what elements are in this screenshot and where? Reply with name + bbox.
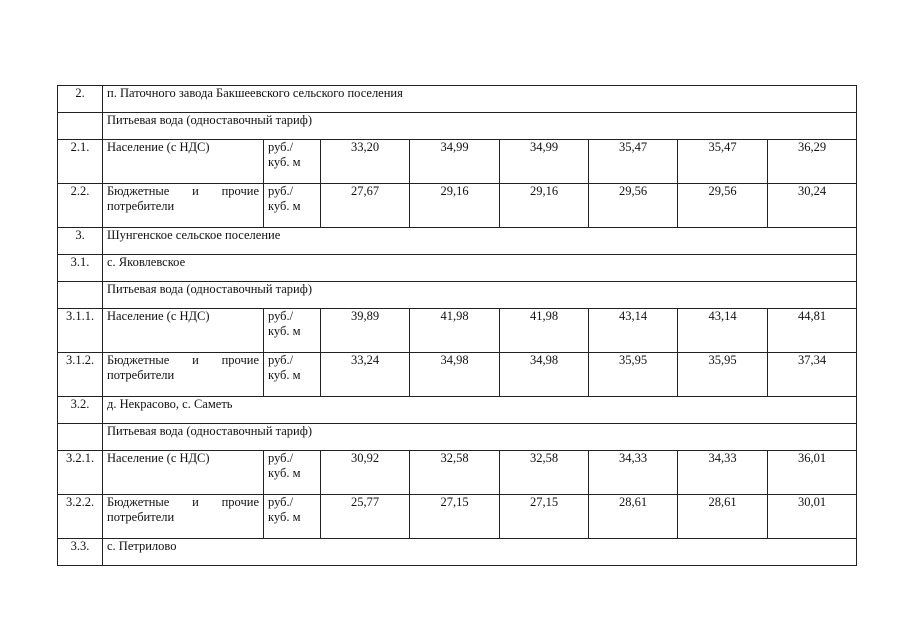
unit-line1: руб./ — [268, 184, 294, 198]
tariff-value: 34,98 — [500, 353, 589, 397]
consumer-label-line2: потребители — [107, 368, 175, 382]
tariff-row — [58, 309, 857, 353]
section-title: с. Петрилово — [103, 539, 857, 566]
tariff-value: 32,58 — [410, 451, 500, 495]
tariff-table-body — [58, 86, 857, 566]
tariff-value: 43,14 — [589, 309, 678, 353]
tariff-value: 34,99 — [410, 140, 500, 184]
tariff-value: 29,16 — [500, 184, 589, 228]
consumer-label: Население (с НДС) — [103, 309, 264, 353]
tariff-value: 28,61 — [589, 495, 678, 539]
consumer-label: Население (с НДС) — [103, 140, 264, 184]
row-number: 2. — [58, 86, 103, 113]
unit-cell — [264, 309, 321, 353]
row-number: 3. — [58, 228, 103, 255]
tariff-value: 30,24 — [768, 184, 857, 228]
row-number: 3.2.2. — [58, 495, 103, 539]
unit-cell — [264, 495, 321, 539]
tariff-value: 36,01 — [768, 451, 857, 495]
section-title: Шунгенское сельское поселение — [103, 228, 857, 255]
tariff-value: 29,56 — [678, 184, 768, 228]
unit-cell — [264, 140, 321, 184]
consumer-label-line2: потребители — [107, 510, 175, 524]
consumer-label: Население (с НДС) — [103, 451, 264, 495]
row-number: 3.2. — [58, 397, 103, 424]
tariff-row — [58, 140, 857, 184]
section-row — [58, 255, 857, 282]
tariff-value: 29,56 — [589, 184, 678, 228]
tariff-value: 36,29 — [768, 140, 857, 184]
row-number — [58, 113, 103, 140]
tariff-row — [58, 353, 857, 397]
consumer-label-word: прочие — [221, 353, 259, 367]
row-number: 3.2.1. — [58, 451, 103, 495]
row-number: 2.2. — [58, 184, 103, 228]
tariff-value: 34,33 — [589, 451, 678, 495]
tariff-value: 33,24 — [321, 353, 410, 397]
unit-line1: руб./ — [268, 309, 294, 323]
section-title: с. Яковлевское — [103, 255, 857, 282]
consumer-label — [103, 184, 264, 228]
consumer-label-word: прочие — [221, 495, 259, 509]
tariff-value: 33,20 — [321, 140, 410, 184]
unit-cell — [264, 353, 321, 397]
unit-line2: куб. м — [268, 199, 301, 213]
unit-cell — [264, 184, 321, 228]
consumer-label-word: и — [192, 184, 199, 198]
unit-line1: руб./ — [268, 451, 294, 465]
consumer-label — [103, 495, 264, 539]
unit-line2: куб. м — [268, 368, 301, 382]
tariff-value: 29,16 — [410, 184, 500, 228]
tariff-value: 37,34 — [768, 353, 857, 397]
tariff-value: 32,58 — [500, 451, 589, 495]
tariff-value: 27,15 — [500, 495, 589, 539]
section-row — [58, 397, 857, 424]
row-number: 2.1. — [58, 140, 103, 184]
section-title: п. Паточного завода Бакшеевского сельского поселения — [103, 86, 857, 113]
tariff-value: 35,47 — [589, 140, 678, 184]
section-title: д. Некрасово, с. Саметь — [103, 397, 857, 424]
subheader-row — [58, 113, 857, 140]
consumer-label-word: Бюджетные — [107, 184, 170, 198]
consumer-label-line2: потребители — [107, 199, 175, 213]
consumer-label-word: и — [192, 495, 199, 509]
tariff-value: 41,98 — [500, 309, 589, 353]
subheader-title: Питьевая вода (одноставочный тариф) — [103, 424, 857, 451]
unit-line2: куб. м — [268, 155, 301, 169]
tariff-value: 30,01 — [768, 495, 857, 539]
tariff-value: 43,14 — [678, 309, 768, 353]
tariff-value: 44,81 — [768, 309, 857, 353]
tariff-row — [58, 184, 857, 228]
tariff-value: 30,92 — [321, 451, 410, 495]
subheader-row — [58, 424, 857, 451]
unit-line1: руб./ — [268, 495, 294, 509]
unit-line1: руб./ — [268, 353, 294, 367]
tariff-value: 34,33 — [678, 451, 768, 495]
tariff-row — [58, 451, 857, 495]
tariff-value: 35,95 — [678, 353, 768, 397]
tariff-table — [57, 85, 857, 566]
consumer-label-word: и — [192, 353, 199, 367]
row-number: 3.1. — [58, 255, 103, 282]
section-row — [58, 539, 857, 566]
tariff-value: 28,61 — [678, 495, 768, 539]
tariff-value: 34,99 — [500, 140, 589, 184]
row-number: 3.3. — [58, 539, 103, 566]
consumer-label — [103, 353, 264, 397]
row-number — [58, 282, 103, 309]
subheader-row — [58, 282, 857, 309]
row-number: 3.1.1. — [58, 309, 103, 353]
unit-line2: куб. м — [268, 466, 301, 480]
tariff-value: 27,67 — [321, 184, 410, 228]
unit-line2: куб. м — [268, 324, 301, 338]
row-number — [58, 424, 103, 451]
consumer-label-word: Бюджетные — [107, 353, 170, 367]
tariff-value: 27,15 — [410, 495, 500, 539]
tariff-value: 39,89 — [321, 309, 410, 353]
tariff-value: 41,98 — [410, 309, 500, 353]
consumer-label-word: прочие — [221, 184, 259, 198]
section-row — [58, 86, 857, 113]
subheader-title: Питьевая вода (одноставочный тариф) — [103, 282, 857, 309]
tariff-value: 35,47 — [678, 140, 768, 184]
tariff-value: 35,95 — [589, 353, 678, 397]
tariff-value: 34,98 — [410, 353, 500, 397]
tariff-row — [58, 495, 857, 539]
unit-cell — [264, 451, 321, 495]
unit-line2: куб. м — [268, 510, 301, 524]
tariff-value: 25,77 — [321, 495, 410, 539]
subheader-title: Питьевая вода (одноставочный тариф) — [103, 113, 857, 140]
row-number: 3.1.2. — [58, 353, 103, 397]
consumer-label-word: Бюджетные — [107, 495, 170, 509]
section-row — [58, 228, 857, 255]
unit-line1: руб./ — [268, 140, 294, 154]
